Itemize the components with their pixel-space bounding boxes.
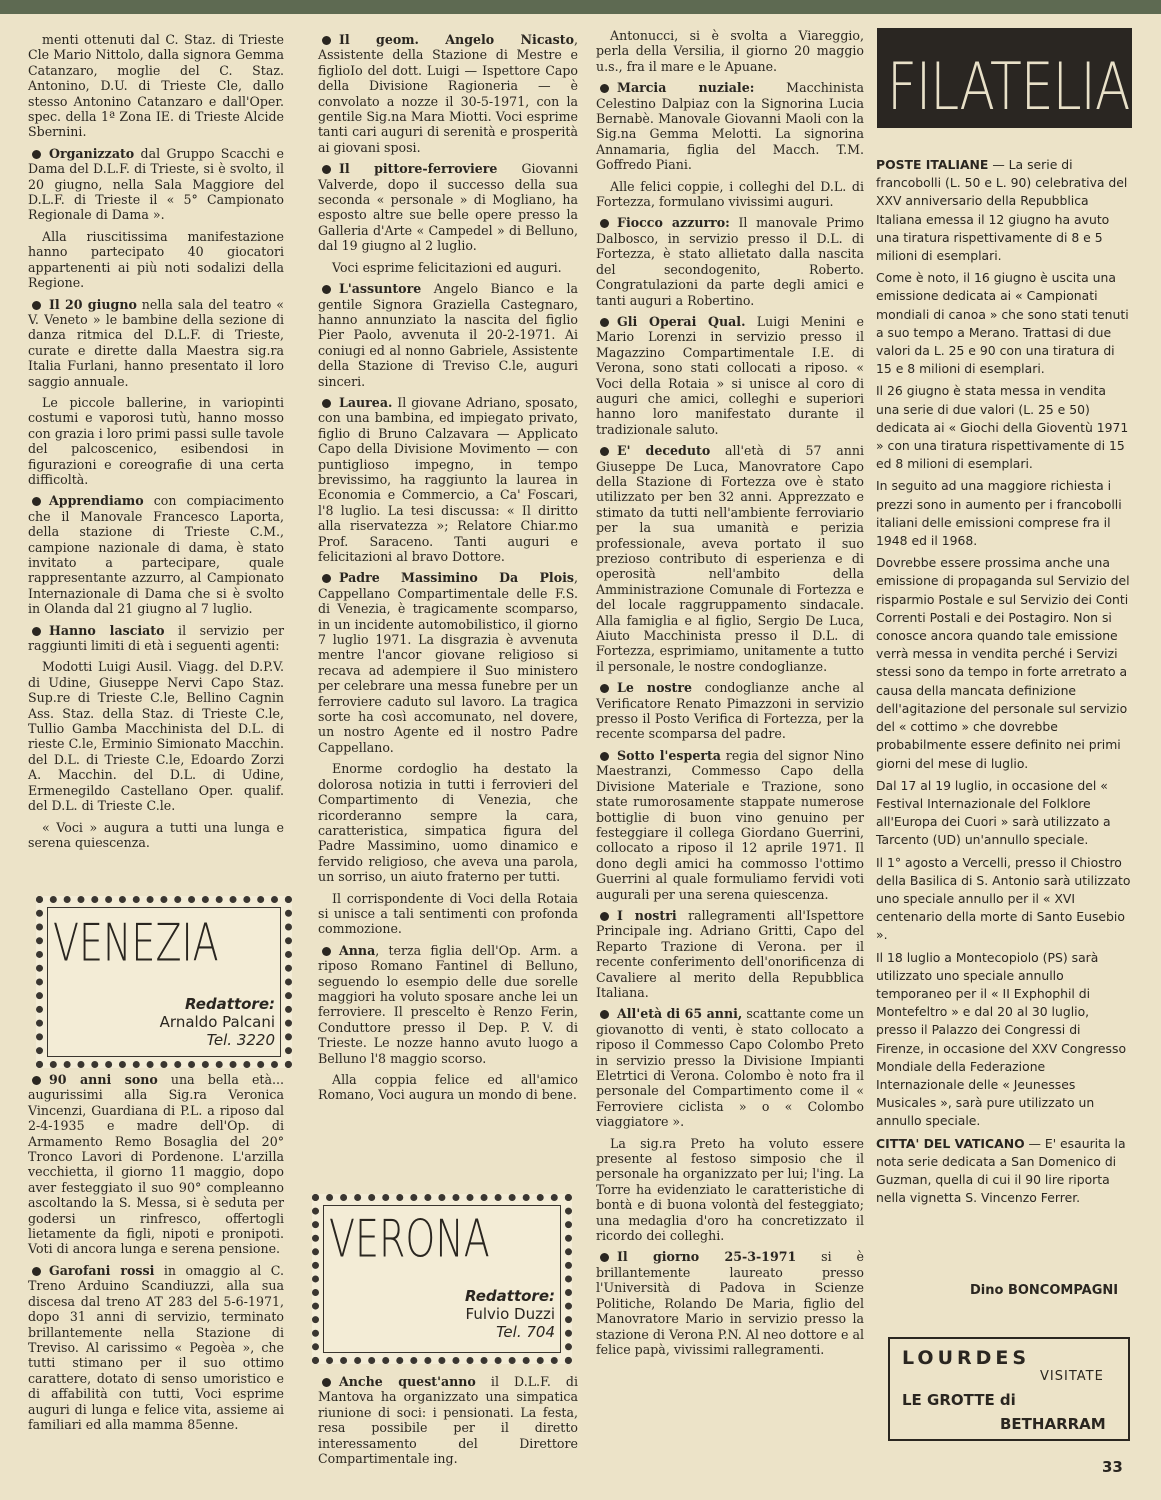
paragraph-text: in omaggio al C. Treno Arduino Scandiuzzi, alla sua discesa dal treno AT 283 del 5-6-1971, dopo 31 anni di servizio, terminato brillantemente nella Stazione di Treviso. Al carissimo « Pegoèa », che tutti stimano per il suo ottimo carattere, dotato di senso umoristico e di affabilità con tutti, Voci esprime auguri di lunga e felice vita, assieme ai familiari ed alla mamma 85enne. [28, 1262, 284, 1432]
paragraph [596, 908, 864, 1000]
paragraph [28, 659, 284, 813]
paragraph [596, 748, 864, 902]
paragraph-lead: Gli Operai Qual. [617, 313, 746, 329]
paragraph [318, 761, 578, 884]
bullet-icon [32, 150, 41, 159]
paragraph-text: Il 1° agosto a Vercelli, presso il Chiostro della Basilica di S. Antonio sarà utilizzato uno speciale annullo per il « XVI centenario della morte di Santo Eusebio ». [876, 854, 1131, 943]
paragraph-text: regia del signor Nino Maestranzi, Commesso Capo della Divisione Materiale e Trazione, sono state rumorosamente stappate numerose bottiglie di buon vino genuino per festeggiare il collega Giordano Guerrini, collocato a riposo il 12 aprile 1971. Il dono degli amici ha commosso l'ottimo Guerrini al quale formuliamo fervidi voti augurali per una serena quiescenza. [596, 747, 864, 902]
paragraph-lead: Organizzato [49, 145, 135, 161]
paragraph [28, 146, 284, 223]
venezia-editor-role: Redattore: [184, 995, 275, 1013]
verona-editor-tel: Tel. 704 [496, 1323, 555, 1341]
paragraph-text: all'età di 57 anni Giuseppe De Luca, Manovratore Capo della Stazione di Fortezza ove è stato utilizzato per ben 32 anni. Apprezzato e stimato da tutti nell'ambiente ferroviario per la sua umanità e perizia professionale, aveva portato il suo prezioso contributo di esperienza e di operosità nell'ambito della Amministrazione Comunale di Fortezza e del locale raggruppamento sindacale. Alla famiglia e al figlio, Sergio De Luca, Aiuto Macchinista presso il D.L. di Fortezza, esprimiamo, unitamente a tutto il personale, le nostre condoglianze. [596, 443, 864, 674]
paragraph-text: rallegramenti all'Ispettore Principale ing. Adriano Gritti, Capo del Reparto Trazione di Verona. per il recente conferimento dell'onorificenza di Cavaliere al merito della Repubblica Italiana. [596, 907, 864, 1000]
verona-editor-name: Fulvio Duzzi [465, 1305, 555, 1323]
paragraph-text: Il 18 luglio a Montecopiolo (PS) sarà utilizzato uno speciale annullo temporaneo per il « II Exphophil di Montefeltro » e dal 20 al 30 luglio, presso il Palazzo dei Congressi di Firenze, in occasione del XXV Congresso Mondiale della Federazione Internazionale delle « Jeunesses Musicales », sarà pure utilizzato un annullo speciale. [876, 949, 1127, 1129]
paragraph-text: Il giovane Adriano, sposato, con una bambina, ed impiegato privato, figlio di Bruno Calzavara — Applicato Capo della Divisione Movimento — con puntiglioso impegno, in tempo brevissimo, ha raggiunto la laurea in Economia e Commercio, a Ca' Foscari, l'8 luglio. La tesi discussa: « Il diritto alla riservatezza »; Relatore Chiar.mo Prof. Saraceno. Tanti auguri e felicitazioni al bravo Dottore. [318, 394, 578, 564]
paragraph [876, 854, 1132, 945]
bullet-icon [32, 1267, 41, 1276]
bullet-icon [600, 84, 609, 93]
column-2-lower [318, 1374, 578, 1472]
paragraph-lead: Anche quest'anno [339, 1374, 476, 1389]
paragraph [318, 260, 578, 275]
paragraph [28, 32, 284, 140]
paragraph-text: menti ottenuti dal C. Staz. di Trieste Cle Mario Nittolo, dalla signora Gemma Catanzaro, moglie del C. Staz. Antonino, D.U. di Trieste Cle, dallo stesso Antonino Catanzaro e dall'Oper. spec. della 1ª Zona IE. di Trieste Alcide Sbernini. [28, 32, 284, 140]
paragraph [876, 949, 1132, 1131]
paragraph-lead: POSTE ITALIANE [876, 157, 989, 172]
paragraph-lead: Anna [339, 942, 376, 958]
paragraph [596, 1136, 864, 1244]
filatelia-title: FILATELIA [887, 50, 1130, 125]
paragraph-text: , terza figlia dell'Op. Arm. a riposo Romano Fantinel di Belluno, seguendo lo esempio delle due sorelle maggiori ha voluto sposare anche lei un ferroviere. Il prescelto è Renzo Ferin, Conduttore presso il Dep. P. V. di Trieste. Le nozze hanno avuto luogo a Belluno l'8 maggio scorso. [318, 942, 578, 1066]
paragraph-text: Macchinista Celestino Dalpiaz con la Signorina Lucia Bernabè. Manovale Giovanni Maoli con la Sig.na Gemma Melotti. La signorina Annamaria, figlia del Macch. T.M. Goffredo Piani. [596, 80, 865, 173]
paragraph-text: nella sala del teatro « V. Veneto » le bambine della sezione di danza ritmica del D.L.F. di Trieste, curate e dirette dalla Maestra sig.ra Italia Furlani, hanno presentato il loro saggio annuale. [28, 296, 284, 389]
paragraph [876, 1135, 1132, 1208]
paragraph-text: , Assistente della Stazione di Mestre e figlioIo del dott. Luigi — Ispettore Capo della Divisione Ragioneria — è convolato a nozze il 30-5-1971, con la gentile Sig.na Mara Miotti. Voci esprime tanti cari auguri di serenità e prosperità ai giovani sposi. [318, 32, 578, 155]
bullet-icon [600, 219, 609, 228]
paragraph-text: Il manovale Primo Dalbosco, in servizio presso il D.L. di Fortezza, è stato allietato dalla nascita del secondogenito, Roberto. Congratulazioni da parte degli amici e tanti auguri a Robertino. [596, 215, 864, 308]
paragraph-text: In seguito ad una maggiore richiesta i prezzi sono in aumento per i francobolli italiani delle emissioni comprese fra il 1948 ed il 1968. [876, 478, 1122, 549]
column-2 [318, 32, 578, 1109]
paragraph [318, 281, 578, 389]
paragraph-lead: E' deceduto [617, 443, 711, 459]
paragraph-lead: 90 anni sono [49, 1072, 158, 1087]
paragraph-text: Come è noto, il 16 giugno è uscita una emissione dedicata ai « Campionati mondiali di canoa » che sono stati tenuti a suo tempo a Merano. Trattasi di due valori da L. 25 e 90 con una tiratura di 15 e 8 milioni di esemplari. [876, 270, 1129, 377]
paragraph-text: dal Gruppo Scacchi e Dama del D.L.F. di Trieste, si è svolto, il 20 giugno, nella Sala Maggiore del D.L.F. di Trieste il « 5° Campionato Regionale di Dama ». [28, 145, 284, 223]
paragraph [596, 680, 864, 742]
paragraph-lead: Fiocco azzurro: [617, 215, 730, 231]
paragraph-text: Alla coppia felice ed all'amico Romano, Voci augura un mondo di bene. [318, 1072, 578, 1103]
paragraph [596, 80, 864, 172]
paragraph [318, 570, 578, 755]
paragraph [318, 891, 578, 937]
paragraph [28, 820, 284, 851]
paragraph-text: Antonucci, si è svolta a Viareggio, perla della Versilia, il giorno 20 maggio u.s., fra il mare e le Apuane. [596, 28, 864, 74]
paragraph-text: con compiacimento che il Manovale Francesco Laporta, della stazione di Trieste C.M., campione nazionale di dama, è stato invitato a partecipare, quale rappresentante azzurro, al Campionato Internazionale di Dama che si è svolto in Olanda dal 21 giugno al 7 luglio. [28, 493, 284, 617]
paragraph [876, 554, 1132, 772]
bullet-icon [32, 497, 41, 506]
paragraph-text: Alla riuscitissima manifestazione hanno partecipato 40 giocatori appartenenti ai più noti sodalizi della Regione. [28, 228, 284, 291]
page-top-strip [0, 0, 1161, 14]
paragraph-lead: Garofani rossi [49, 1262, 155, 1278]
paragraph-lead: Il giorno 25-3-1971 [617, 1249, 797, 1265]
paragraph-lead: L'assuntore [339, 281, 422, 297]
paragraph-text: Modotti Luigi Ausil. Viagg. del D.P.V. di Udine, Giuseppe Nervi Capo Staz. Sup.re di Trieste C.le, Bellino Cagnin Ass. Staz. della Staz. di Trieste C.le, Tullio Gamba Macchinista del D.L. di rieste C.le, Erminio Simionato Macchin. del D.L. di Trieste C.le, Edoardo Zorzi A. Macchin. del D.L. di Udine, Ermenegildo Castellano Oper. qualif. del D.L. di Trieste C.le. [28, 659, 284, 814]
paragraph [596, 179, 864, 210]
bullet-icon [600, 752, 609, 761]
bullet-icon [600, 318, 609, 327]
paragraph [876, 156, 1132, 265]
column-1 [28, 32, 284, 856]
bullet-icon [600, 1253, 609, 1262]
venezia-editor-tel: Tel. 3220 [206, 1031, 275, 1049]
paragraph-text: La sig.ra Preto ha voluto essere presente al festoso simposio che il personale ha organizzato per lui; l'ing. La Torre ha evidenziato le caratteristiche di bontà e di buona volontà del festeggiato; una medaglia d'oro ha concretizzato il ricordo dei colleghi. [596, 1135, 864, 1244]
paragraph-text: Giovanni Valverde, dopo il successo della sua seconda « personale » di Mogliano, ha esposto altre sue belle opere presso la Galleria d'Arte « Campedel » di Belluno, dal 19 giugno al 2 luglio. [318, 161, 578, 254]
bullet-icon [600, 684, 609, 693]
paragraph-text: Alle felici coppie, i colleghi del D.L. di Fortezza, formulano vivissimi auguri. [596, 178, 864, 210]
venezia-title: VENEZIA [53, 913, 219, 973]
paragraph [596, 443, 864, 674]
paragraph [876, 269, 1132, 378]
page-number: 33 [1102, 1458, 1123, 1476]
bullet-icon [322, 165, 331, 174]
ad-line-lourdes: LOURDES [902, 1347, 1031, 1369]
paragraph [28, 1072, 284, 1257]
paragraph [28, 623, 284, 654]
paragraph [318, 943, 578, 1066]
paragraph [318, 395, 578, 564]
paragraph-text: Angelo Bianco e la gentile Signora Graziella Castegnaro, hanno annunziato la nascita del figlio Pier Paolo, avvenuta il 20-2-1971. Ai coniugi ed al nonno Gabriele, Assistente della Stazione di Treviso C.le, auguri sinceri. [318, 281, 578, 389]
paragraph [28, 493, 284, 616]
paragraph-lead: Il geom. Angelo Nicasto [339, 32, 574, 47]
paragraph-text: Il corrispondente di Voci della Rotaia si unisce a tali sentimenti con profonda commozione. [318, 890, 578, 937]
paragraph [876, 477, 1132, 550]
paragraph-text: Il 26 giugno è stata messa in vendita una serie di due valori (L. 25 e 50) dedicata ai « Giochi della Gioventù 1971 » con una tiratura rispettivamente di 15 ed 8 milioni di esemplari. [876, 383, 1129, 472]
paragraph [596, 215, 864, 307]
paragraph-lead: Il 20 giugno [49, 296, 137, 312]
paragraph-text: scattante come un giovanotto di venti, è stato collocato a riposo il Commesso Capo Colombo Preto in servizio presso la Divisione Impianti Eletrtici di Verona. Colombo è noto fra il personale del Compartimento come il « Ferroviere ciclista » o « Colombo viaggiatore ». [596, 1006, 864, 1130]
paragraph-text: il servizio per raggiunti limiti di età i seguenti agenti: [28, 622, 284, 654]
paragraph [318, 32, 578, 155]
paragraph-lead: Hanno lasciato [49, 622, 165, 638]
bullet-icon [322, 1378, 331, 1387]
column-3 [596, 28, 864, 1363]
paragraph-lead: All'età di 65 anni, [617, 1006, 743, 1022]
paragraph [318, 161, 578, 253]
bullet-icon [32, 301, 41, 310]
bullet-icon [322, 36, 331, 45]
paragraph [28, 297, 284, 389]
verona-title: VERONA [329, 1209, 490, 1269]
bullet-icon [32, 627, 41, 636]
paragraph-lead: I nostri [617, 907, 677, 923]
paragraph [876, 777, 1132, 850]
paragraph-text: Enorme cordoglio ha destato la dolorosa notizia in tutti i ferrovieri del Compartimento di Venezia, che ricorderanno sempre la cara, caratteristica, simpatica figura del Padre Massimino, uomo dinamico e fervido religioso, che aveva una parola, un sorriso, un aiuto fraterno per tutti. [318, 761, 578, 885]
paragraph-lead: Il pittore-ferroviere [339, 161, 498, 177]
verona-editor-role: Redattore: [464, 1287, 555, 1305]
paragraph [28, 395, 284, 487]
paragraph-text: Dal 17 al 19 luglio, in occasione del « Festival Internazionale del Folklore all'Europa dei Cuori » sarà utilizzato a Tarcento (UD) un'annullo speciale. [876, 777, 1111, 848]
paragraph-text: Luigi Menini e Mario Lorenzi in servizio presso il Magazzino Compartimentale I.E. di Verona, sono stati collocati a riposo. « Voci della Rotaia » si unisce al coro di auguri che amici, colleghi e superiori hanno loro manifestato durante il tradizionale saluto. [596, 313, 864, 437]
paragraph-lead: Laurea. [339, 394, 393, 410]
paragraph-text: si è brillantemente laureato presso l'Università di Padova in Scienze Politiche, Rolando De Maria, figlio del Manovratore Mario in servizio presso la stazione di Verona P.N. Al neo dottore e al felice papà, vivissimi rallegramenti. [596, 1249, 864, 1357]
bullet-icon [322, 399, 331, 408]
paragraph-text: Voci esprime felicitazioni ed auguri. [332, 259, 562, 275]
paragraph [596, 28, 864, 74]
author-signature: Dino BONCOMPAGNI [970, 1283, 1119, 1298]
column-4-filatelia [876, 156, 1132, 1211]
paragraph-lead: Le nostre [617, 680, 693, 696]
venezia-editor-name: Arnaldo Palcani [159, 1013, 275, 1031]
paragraph [596, 1006, 864, 1129]
paragraph-lead: CITTA' DEL VATICANO [876, 1135, 1025, 1151]
paragraph-text: il D.L.F. di Mantova ha organizzato una simpatica riunione di soci: i pensionati. La festa, resa possibile per il diretto interessamento del Direttore Compartimentale ing. [318, 1374, 579, 1467]
paragraph-text: « Voci » augura a tutti una lunga e serena quiescenza. [28, 819, 284, 850]
ad-line-betharram: BETHARRAM [1000, 1415, 1106, 1433]
lourdes-advertisement [888, 1337, 1130, 1441]
paragraph [318, 1072, 578, 1103]
bullet-icon [322, 947, 331, 956]
bullet-icon [600, 1010, 609, 1019]
ad-line-visitate: VISITATE [1040, 1369, 1104, 1384]
paragraph-text: condoglianze anche al Verificatore Renato Pimazzoni in servizio presso il Posto Verifica di Fortezza, per la recente scomparsa del padre. [596, 680, 864, 742]
column-1-lower [28, 1072, 284, 1438]
paragraph-text: una bella età... augurissimi alla Sig.ra Veronica Vincenzi, Guardiana di P.L. a riposo dal 2-4-1935 e madre dell'Op. di Armamento Remo Bosaglia del 20° Tronco Lavori di Pordenone. L'arzilla vecchietta, il giorno 11 maggio, dopo aver festeggiato il suo 90° compleanno ascoltando la S. Messa, si è seduta per godersi un rinfresco, offertogli lietamente da figli, nipoti e pronipoti. Voti di ancora lunga e serena pensione. [28, 1072, 284, 1257]
paragraph-text: Dovrebbe essere prossima anche una emissione di propaganda sul Servizio del risparmio Postale e sul Servizio dei Conti Correnti Postali e dei Postagiro. Non si conosce ancora quando tale emissione verrà messa in vendita perché i Servizi stessi sono da tempo in forte arretrato a causa della mancata definizione dell'agitazione del personale sul servizio del « cottimo » che dovrebbe probabilmente essere definito nei primi giorni del mese di luglio. [876, 555, 1130, 771]
venezia-section-header [36, 896, 292, 1068]
paragraph-lead: Padre Massimino Da Plois [339, 570, 574, 586]
paragraph [596, 314, 864, 437]
bullet-icon [322, 574, 331, 583]
filatelia-header [877, 28, 1132, 128]
verona-section-header [312, 1194, 572, 1364]
paragraph [28, 229, 284, 291]
bullet-icon [600, 447, 609, 456]
paragraph-text: , Cappellano Compartimentale delle F.S. di Venezia, è tragicamente scomparso, in un incidente automobilistico, il giorno 7 luglio 1971. La disgrazia è avvenuta mentre l'ancor giovane religioso si recava ad adempiere il Suo ministero per celebrare una messa funebre per un ferroviere caduto sul lavoro. La tragica sorte ha così accomunato, nel dovere, un nostro Agente ed il nostro Padre Cappellano. [318, 570, 578, 755]
paragraph [28, 1263, 284, 1432]
ad-line-grotte: LE GROTTE di [902, 1391, 1016, 1409]
bullet-icon [322, 285, 331, 294]
paragraph-text: Le piccole ballerine, in variopinti costumi e vaporosi tutù, hanno mosso con grazia i loro primi passi sulle tavole del palcoscenico, esibendosi in figurazioni e coreografie di una certa difficoltà. [28, 394, 284, 487]
bullet-icon [600, 912, 609, 921]
paragraph-lead: Marcia nuziale: [617, 80, 755, 96]
paragraph-lead: Sotto l'esperta [617, 747, 721, 763]
paragraph-text: — La serie di francobolli (L. 50 e L. 90) celebrativa del XXV anniversario della Repubblica Italiana emessa il 12 giugno ha avuto una tiratura rispettivamente di 8 e 5 milioni di esemplari. [876, 157, 1128, 264]
bullet-icon [32, 1076, 41, 1085]
paragraph-lead: Apprendiamo [49, 493, 144, 509]
paragraph [596, 1249, 864, 1357]
paragraph [876, 382, 1132, 473]
paragraph [318, 1374, 578, 1466]
paragraph-text: — E' esaurita la nota serie dedicata a San Domenico di Guzman, quella di cui il 90 lire riporta nella vignetta S. Vincenzo Ferrer. [876, 1135, 1126, 1206]
